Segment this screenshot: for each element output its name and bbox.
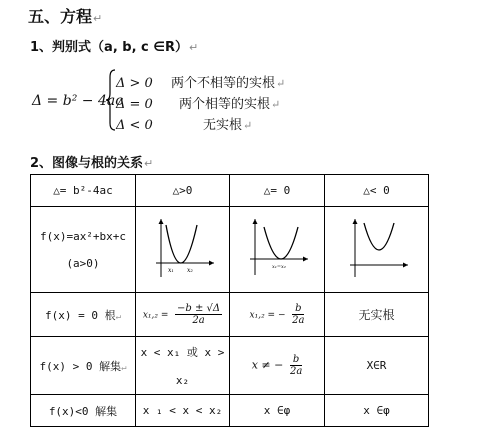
left-brace-icon bbox=[106, 69, 116, 131]
case-zero: Δ = 0 两个相等的实根↵ bbox=[116, 97, 281, 112]
lt-label: f(x)<0 解集 bbox=[31, 395, 136, 427]
gt-zero: x ≠ − $\frac{b}{2a}$ bbox=[230, 337, 325, 395]
roots-label: f(x) = 0 根↵ bbox=[31, 293, 136, 337]
table-row bbox=[31, 395, 429, 427]
header-zero: △= 0 bbox=[230, 175, 325, 207]
graph-two-roots bbox=[136, 207, 230, 293]
lt-positive: x ₁ < x < x₂ bbox=[136, 395, 230, 427]
gt-negative: X∈R bbox=[325, 337, 429, 395]
graph-double-root bbox=[230, 207, 325, 293]
case-positive: Δ > 0 两个不相等的实根↵ bbox=[116, 76, 286, 91]
discriminant-heading: 1、判别式（a, b, c ∈R）↵ bbox=[30, 40, 199, 55]
double-root-label: x₁=x₂ bbox=[272, 264, 286, 270]
parabola-no-root-graph bbox=[342, 215, 412, 281]
case-negative: Δ < 0 无实根↵ bbox=[116, 118, 253, 133]
roots-negative: 无实根 bbox=[325, 293, 429, 337]
table-row bbox=[31, 207, 429, 293]
function-label: f(x)=ax²+bx+c (a>0) bbox=[31, 207, 136, 293]
parabola-double-root-graph bbox=[242, 215, 312, 281]
roots-zero: x₁,₂ = − $\frac{b}{2a}$ bbox=[230, 293, 325, 337]
parabola-two-roots-graph bbox=[148, 215, 218, 281]
section-title: 五、方程↵ bbox=[28, 7, 103, 26]
table-row bbox=[31, 293, 429, 337]
table-row bbox=[31, 175, 429, 207]
lt-zero: x ∈φ bbox=[230, 395, 325, 427]
gt-label: f(x) > 0 解集↵ bbox=[31, 337, 136, 395]
discriminant-formula: Δ = b² − 4ac bbox=[32, 93, 124, 109]
graph-no-root bbox=[325, 207, 429, 293]
lt-negative: x ∈φ bbox=[325, 395, 429, 427]
roots-positive: x₁,₂ = $\frac{-b \pm √\Delta}{2a}$ bbox=[136, 293, 230, 337]
graph-section-heading: 2、图像与根的关系↵ bbox=[30, 156, 154, 171]
roots-table bbox=[30, 174, 429, 427]
header-delta: △= b²-4ac bbox=[31, 175, 136, 207]
header-positive: △>0 bbox=[136, 175, 230, 207]
root-x2-label: x₂ bbox=[186, 267, 193, 274]
header-negative: △< 0 bbox=[325, 175, 429, 207]
gt-positive: x < x₁ 或 x > x₂ bbox=[136, 337, 230, 395]
root-x1-label: x₁ bbox=[167, 267, 174, 274]
table-row bbox=[31, 337, 429, 395]
